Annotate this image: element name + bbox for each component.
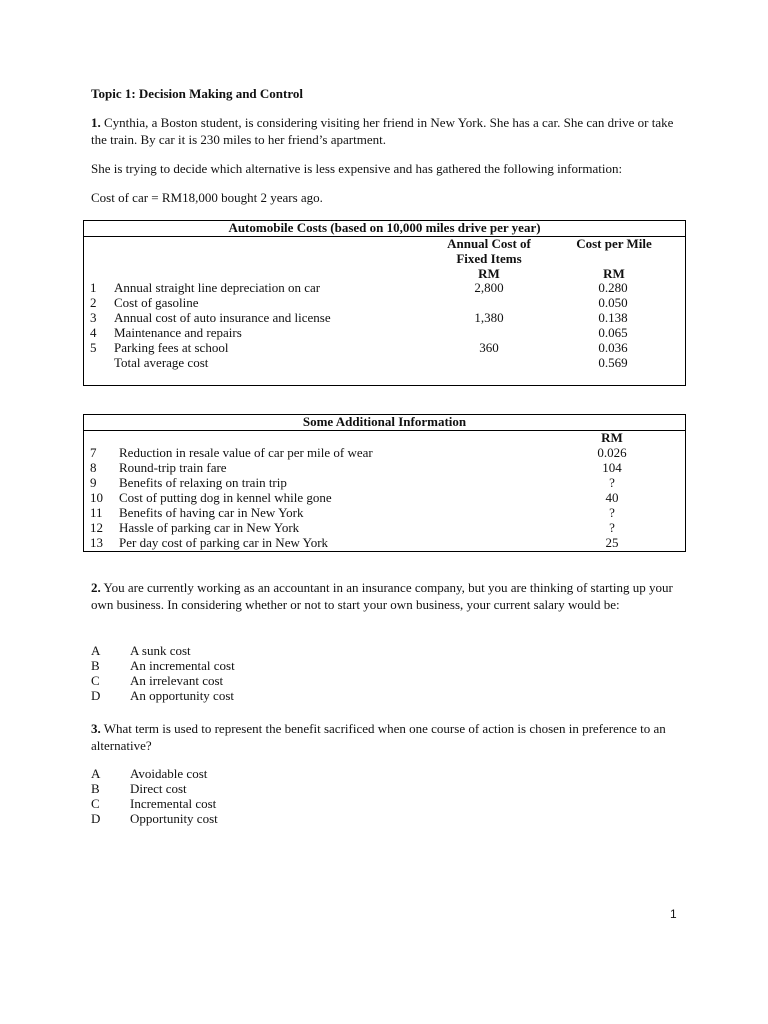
q1-paragraph	[91, 114, 691, 148]
additional-information-title: Some Additional Information	[84, 415, 685, 431]
option-text: Avoidable cost	[130, 766, 208, 781]
topic-title: Topic 1: Decision Making and Control	[91, 86, 304, 101]
row-label: Maintenance and repairs	[114, 325, 242, 340]
row-value: ?	[609, 505, 615, 520]
row-label: Cost of gasoline	[114, 295, 199, 310]
table-row	[84, 295, 685, 310]
row-label: Round-trip train fare	[119, 460, 227, 475]
table-row	[84, 520, 685, 535]
col-fixed-line2: Fixed Items	[456, 251, 522, 266]
row-number: 2	[90, 295, 97, 310]
row-number: 4	[90, 325, 97, 340]
table-row	[84, 445, 685, 460]
table-row	[84, 460, 685, 475]
row-number: 7	[90, 445, 97, 460]
row-label: Cost of putting dog in kennel while gone	[119, 490, 332, 505]
table-row	[84, 490, 685, 505]
row-fixed-value: 1,380	[474, 310, 504, 325]
row-number: 5	[90, 340, 97, 355]
table-row	[84, 280, 685, 295]
option-letter: C	[91, 673, 100, 688]
table-row-total	[84, 355, 685, 370]
option-text: An incremental cost	[130, 658, 235, 673]
row-label: Parking fees at school	[114, 340, 229, 355]
option-text: Incremental cost	[130, 796, 217, 811]
q3-text: What term is used to represent the benefit sacrificed when one course of action is chosen in preference to an alternative?	[91, 721, 666, 753]
row-number: 10	[90, 490, 103, 505]
option-letter: D	[91, 688, 101, 703]
option-text: An irrelevant cost	[130, 673, 224, 688]
row-mile-value: 0.065	[598, 325, 628, 340]
option-text: An opportunity cost	[130, 688, 234, 703]
col-mile-label: Cost per Mile	[576, 236, 652, 251]
q1-text: Cynthia, a Boston student, is considering visiting her friend in New York. She has a car. She can drive or take the train. By car it is 230 miles to her friend’s apartment.	[91, 115, 674, 147]
table-row	[84, 535, 685, 550]
col-fixed-unit: RM	[478, 266, 500, 281]
row-mile-value: 0.569	[598, 355, 628, 370]
option-text: Opportunity cost	[130, 811, 218, 826]
row-value: 0.026	[597, 445, 627, 460]
table-row	[84, 310, 685, 325]
row-label: Reduction in resale value of car per mile of wear	[119, 445, 373, 460]
row-mile-value: 0.138	[598, 310, 628, 325]
row-value: 25	[605, 535, 619, 550]
q2-number: 2.	[91, 580, 101, 595]
row-number: 11	[90, 505, 103, 520]
row-value: 40	[605, 490, 619, 505]
row-label: Benefits of having car in New York	[119, 505, 304, 520]
q2-option-c	[91, 673, 391, 688]
row-number: 12	[90, 520, 103, 535]
automobile-costs-title: Automobile Costs (based on 10,000 miles drive per year)	[84, 221, 685, 237]
col-mile-header	[564, 236, 664, 281]
col-mile-unit: RM	[603, 266, 625, 281]
row-number: 3	[90, 310, 97, 325]
row-mile-value: 0.050	[598, 295, 628, 310]
col-fixed-header	[439, 236, 539, 281]
q1-cost-line: Cost of car = RM18,000 bought 2 years ago.	[91, 190, 323, 205]
table-row	[84, 340, 685, 355]
table-row	[84, 505, 685, 520]
q3-option-d	[91, 811, 391, 826]
col-rm-header: RM	[601, 430, 623, 445]
q2-paragraph	[91, 579, 691, 613]
option-letter: C	[91, 796, 100, 811]
row-label: Hassle of parking car in New York	[119, 520, 300, 535]
row-value: ?	[609, 475, 615, 490]
table-row	[84, 325, 685, 340]
q1-number: 1.	[91, 115, 101, 130]
q2-text: You are currently working as an accountant in an insurance company, but you are thinking of starting up your own business. In considering whether or not to start your own business, your current salary would be:	[91, 580, 673, 612]
row-mile-value: 0.280	[598, 280, 628, 295]
row-mile-value: 0.036	[598, 340, 628, 355]
option-letter: A	[91, 643, 101, 658]
col-fixed-line1: Annual Cost of	[447, 236, 531, 251]
option-text: A sunk cost	[130, 643, 191, 658]
row-number: 9	[90, 475, 97, 490]
option-letter: B	[91, 658, 100, 673]
row-label: Annual straight line depreciation on car	[114, 280, 321, 295]
row-number: 8	[90, 460, 97, 475]
row-label: Benefits of relaxing on train trip	[119, 475, 287, 490]
q3-option-c	[91, 796, 391, 811]
automobile-costs-table	[83, 220, 686, 386]
row-value: 104	[602, 460, 622, 475]
q3-option-b	[91, 781, 391, 796]
row-number: 13	[90, 535, 103, 550]
q2-option-d	[91, 688, 391, 703]
q2-option-b	[91, 658, 391, 673]
option-text: Direct cost	[130, 781, 187, 796]
row-number: 1	[90, 280, 97, 295]
q2-option-a	[91, 643, 391, 658]
row-label: Annual cost of auto insurance and license	[114, 310, 331, 325]
q3-paragraph	[91, 720, 691, 754]
q3-option-a	[91, 766, 391, 781]
option-letter: D	[91, 811, 101, 826]
row-label: Per day cost of parking car in New York	[119, 535, 329, 550]
row-label: Total average cost	[114, 355, 209, 370]
additional-information-table	[83, 414, 686, 552]
page-number: 1	[670, 907, 677, 921]
q3-number: 3.	[91, 721, 101, 736]
option-letter: A	[91, 766, 101, 781]
row-fixed-value: 2,800	[474, 280, 504, 295]
option-letter: B	[91, 781, 100, 796]
q1-paragraph-2: She is trying to decide which alternative is less expensive and has gathered the following information:	[91, 161, 623, 176]
row-fixed-value: 360	[479, 340, 499, 355]
row-value: ?	[609, 520, 615, 535]
table-row	[84, 475, 685, 490]
